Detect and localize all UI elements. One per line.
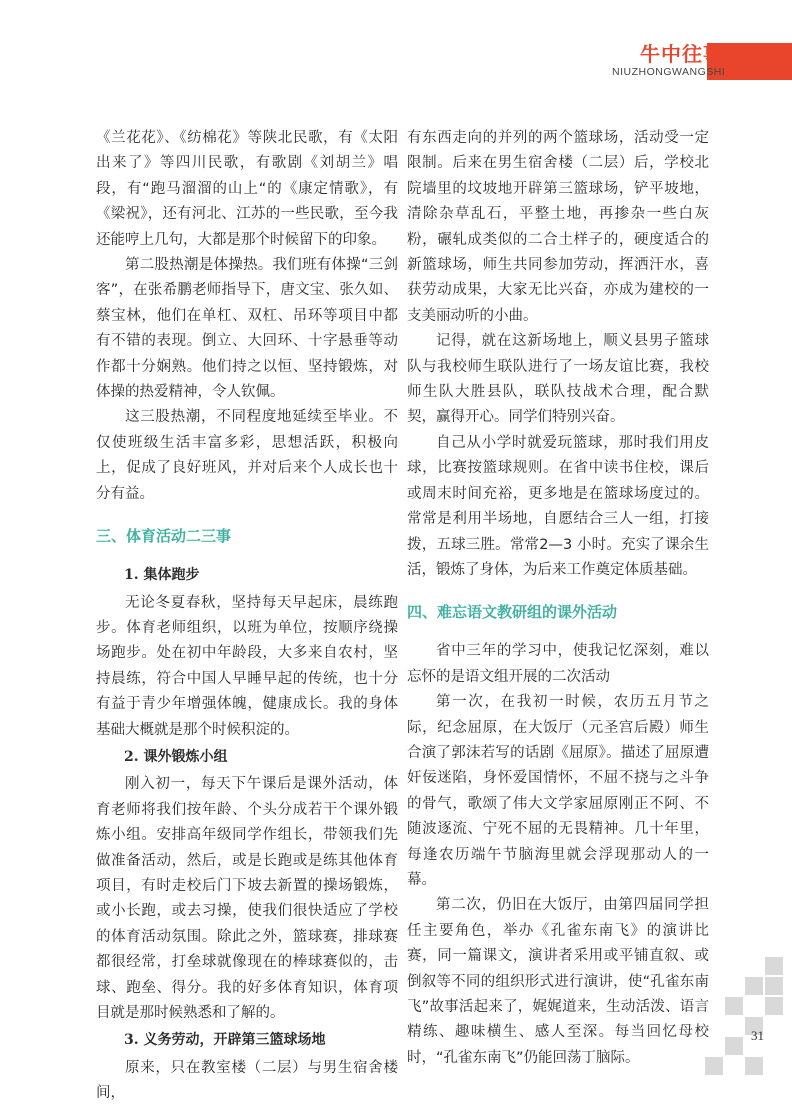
paragraph: 第一次，在我初一时候，农历五月节之际，纪念屈原，在大饭厅（元圣宫后殿）师生合演了郭沫若写的话剧《屈原》。描述了屈原遭奸佞迷陷，身怀爱国情怀，不屈不挠与之斗争的骨气，歌颂了伟大文学家屈原刚正不阿、不随波逐流、宁死不屈的无畏精神。几十年里，每逢农历端午节脑海里就会浮现那动人的一幕。 — [407, 694, 709, 888]
header-title: 牛中往事 — [640, 42, 724, 66]
paragraph: 第二股热潮是体操热。我们班有体操“三剑客”，在张希鹏老师指导下，唐文宝、张久如、蔡宝林，他们在单杠、双杠、吊环等项目中都有不错的表现。倒立、大回环、十字悬垂等动作都十分娴熟。他们持之以恒、坚持锻炼，对体操的热爱精神，令人钦佩。 — [96, 257, 398, 401]
page-number: 31 — [751, 1028, 764, 1043]
paragraph: 无论冬夏春秋，坚持每天早起床，晨练跑步。体育老师组织，以班为单位，按顺序绕操场跑步。处在初中年龄段，大多来自农村，坚持晨练，符合中国人早睡早起的传统，也十分有益于青少年增强体魄，健康成长。我的身体基础大概就是那个时候积淀的。 — [96, 594, 398, 738]
section-heading: 三、体育活动二三事 — [96, 527, 232, 546]
paragraph: 刚入初一，每天下午课后是课外活动，体育老师将我们按年龄、个头分成若干个课外锻炼小组。安排高年级同学作组长，带领我们先做准备活动，然后，或是长跑或是练其他体育项目，有时走校后门下坡去新置的操场锻炼，或小长跑，或去习操，使我们很快适应了学校的体育活动氛围。除此之外，篮球赛，排球赛都很经常，打垒球就像现在的棒球赛似的，击球、跑垒、得分。我的好多体育知识，体育项目就是那时候熟悉和了解的。 — [96, 776, 398, 1021]
decorative-square — [765, 977, 783, 995]
section-heading: 四、难忘语文教研组的课外活动 — [407, 603, 618, 622]
decorative-square — [765, 957, 783, 975]
decorative-square — [745, 977, 763, 995]
decorative-square — [765, 997, 783, 1015]
decorative-square — [725, 1037, 743, 1055]
decorative-square — [745, 1057, 763, 1075]
paragraph: 省中三年的学习中，使我记忆深刻，难以忘怀的是语文组开展的二次活动 — [407, 643, 709, 685]
paragraph: 这三股热潮，不同程度地延续至毕业。不仅使班级生活丰富多彩，思想活跃，积极向上，促成了良好班风，并对后来个人成长也十分有益。 — [96, 409, 398, 502]
paragraph: 自己从小学时就爱玩篮球，那时我们用皮球，比赛按篮球规则。在省中读书住校，课后或周末时间充裕，更多地是在篮球场度过的。常常是利用半场地，自愿结合三人一组，打接拨，五球三胜。常常2—3 小时。充实了课余生活，锻炼了身体，为后来工作奠定体质基础。 — [407, 434, 709, 578]
paragraph: 《兰花花》、《纺棉花》等陕北民歌，有《太阳出来了》等四川民歌，有歌剧《刘胡兰》唱段，有“跑马溜溜的山上“的《康定情歌》，有《梁祝》，还有河北、江苏的一些民歌，至今我还能哼上几句，大都是那个时候留下的印象。 — [96, 130, 398, 248]
paragraph: 原来，只在教室楼（二层）与男生宿舍楼间， — [96, 1059, 398, 1102]
paragraph: 记得，就在这新场地上，顺义县男子篮球队与我校师生联队进行了一场友谊比赛，我校师生队大胜县队，联队技战术合理，配合默契，赢得开心。同学们特别兴奋。 — [407, 333, 709, 426]
decorative-square — [725, 997, 743, 1015]
sub-heading: 2. 课外锻炼小组 — [124, 748, 228, 765]
decorative-square — [705, 1057, 723, 1075]
paragraph: 第二次，仍旧在大饭厅，由第四届同学担任主要角色，举办《孔雀东南飞》的演讲比赛，同一篇课文，演讲者采用或平铺直叙、或倒叙等不同的组织形式进行演讲，使“孔雀东南飞”故事活起来了，娓娓道来，生动活泼、语言精练、趣味横生、感人至深。每当回忆母校时，“孔雀东南飞”仍能回荡丁脑际。 — [407, 897, 709, 1066]
left-column — [96, 126, 398, 1107]
paragraph: 有东西走向的并列的两个篮球场，活动受一定限制。后来在男生宿舍楼（二层）后，学校北院墙里的坟坡地开辟第三篮球场，铲平坡地，清除杂草乱石，平整土地，再掺杂一些白灰粉，碾轧成类似的二合土样子的，硬度适合的新篮球场，师生共同参加劳动，挥洒汗水，喜获劳动成果，大家无比兴奋，亦成为建校的一支美丽动听的小曲。 — [407, 130, 709, 324]
sub-heading: 3. 义务劳动，开辟第三篮球场地 — [124, 1032, 326, 1049]
sub-heading: 1. 集体跑步 — [124, 567, 200, 584]
header-subtitle: NIUZHONGWANGSHI — [612, 66, 726, 78]
right-column — [407, 126, 709, 1071]
